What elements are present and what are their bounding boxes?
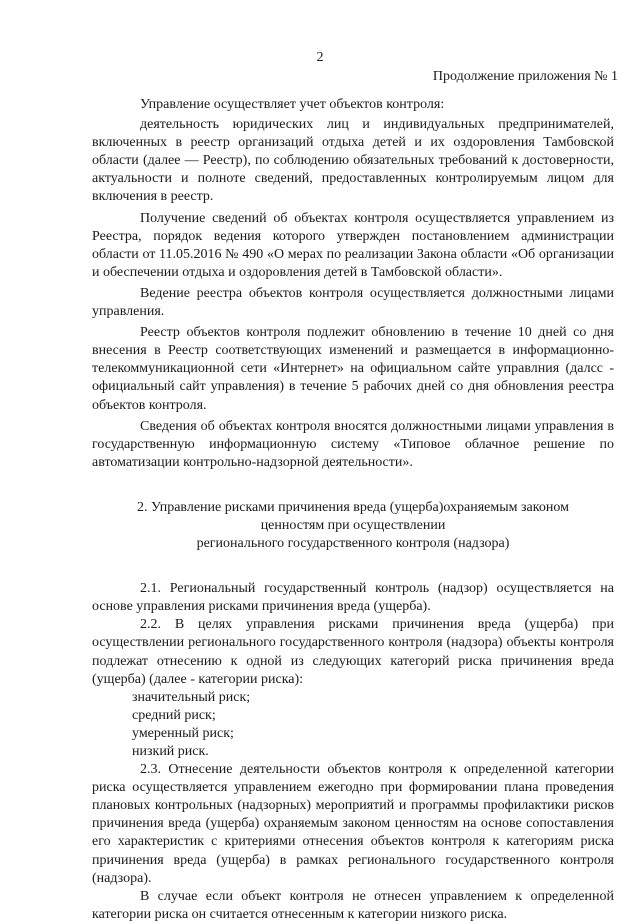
risk-category-list xyxy=(92,689,614,761)
page-number: 2 xyxy=(316,50,324,65)
appendix-continuation-note: Продолжение приложения № 1 xyxy=(432,69,618,84)
section-heading-line-1: 2. Управление рисками причинения вреда (ущерба)охраняемым законом xyxy=(137,499,569,515)
paragraph-2-2: 2.2. В целях управления рисками причинения вреда (ущерба) при осуществлении регионального государственного контроля (надзора) объекты контроля подлежат отнесению к одной из следующих категорий риска причинения вреда (ущерба) (далее - категории риска): xyxy=(92,617,614,687)
paragraph-control-objects: деятельность юридических лиц и индивидуальных предпринимателей, включенных в реестр организаций отдыха детей и их оздоровления Тамбовской области (далее — Реестр), по соблюдению обязательных требований к достоверности, актуальности и полноте сведений, предоставленных контролируемым лицом для включения в реестр. xyxy=(92,117,614,205)
section-heading-line-3: регионального государственного контроля (надзора) xyxy=(196,536,510,552)
paragraph-2-3: 2.3. Отнесение деятельности объектов контроля к определенной категории риска осуществляется управлением ежегодно при формировании плана проведения плановых контрольных (надзорных) мероприятий и программы профилактики рисков причинения вреда (ущерба) охраняемым законом ценностям на основе сопоставления его характеристик с критериями отнесения объектов контроля к категориям риска причинения вреда (ущерба) в рамках регионального государственного контроля (надзора). xyxy=(92,762,614,886)
list-item: низкий риск. xyxy=(132,744,209,759)
document-body xyxy=(92,96,614,924)
paragraph-registry-source: Получение сведений об объектах контроля осуществляется управлением из Реестра, порядок ведения которого утвержден постановлением администрации области от 11.05.2016 № 490 «О мерах по реализации Закона области «Об организации и обеспечении отдыха и оздоровления детей в Тамбовской области». xyxy=(92,210,614,280)
list-item: значительный риск; xyxy=(132,689,251,705)
list-item: средний риск; xyxy=(132,707,216,723)
paragraph-information-system: Сведения об объектах контроля вносятся должностными лицами управления в государственную информационную систему «Типовое облачное решение по автоматизации контрольно-надзорной деятельности». xyxy=(92,418,614,470)
paragraph-registry-maintenance: Ведение реестра объектов контроля осуществляется должностными лицами управления. xyxy=(92,285,614,320)
paragraph-2-1: 2.1. Региональный государственный контроль (надзор) осуществляется на основе управления рисками причинения вреда (ущерба). xyxy=(92,581,614,615)
list-item: умеренный риск; xyxy=(132,725,234,741)
section-heading-line-2: ценностям при осуществлении xyxy=(260,517,446,533)
paragraph-low-risk-default: В случае если объект контроля не отнесен управлением к определенной категории риска он считается отнесенным к категории низкого риска. xyxy=(92,888,614,922)
section-heading xyxy=(92,499,614,553)
paragraph-lead: Управление осуществляет учет объектов контроля: xyxy=(140,97,445,112)
paragraph-registry-update: Реестр объектов контроля подлежит обновлению в течение 10 дней со дня внесения в Реестр соответствующих изменений и размещается в информационно-телекоммуникационной сети «Интернет» на официальном сайте управлния (далсс - официальный сайт управления) в течение 5 рабочих дней со дня обновления реестра объектов контроля. xyxy=(92,325,614,413)
